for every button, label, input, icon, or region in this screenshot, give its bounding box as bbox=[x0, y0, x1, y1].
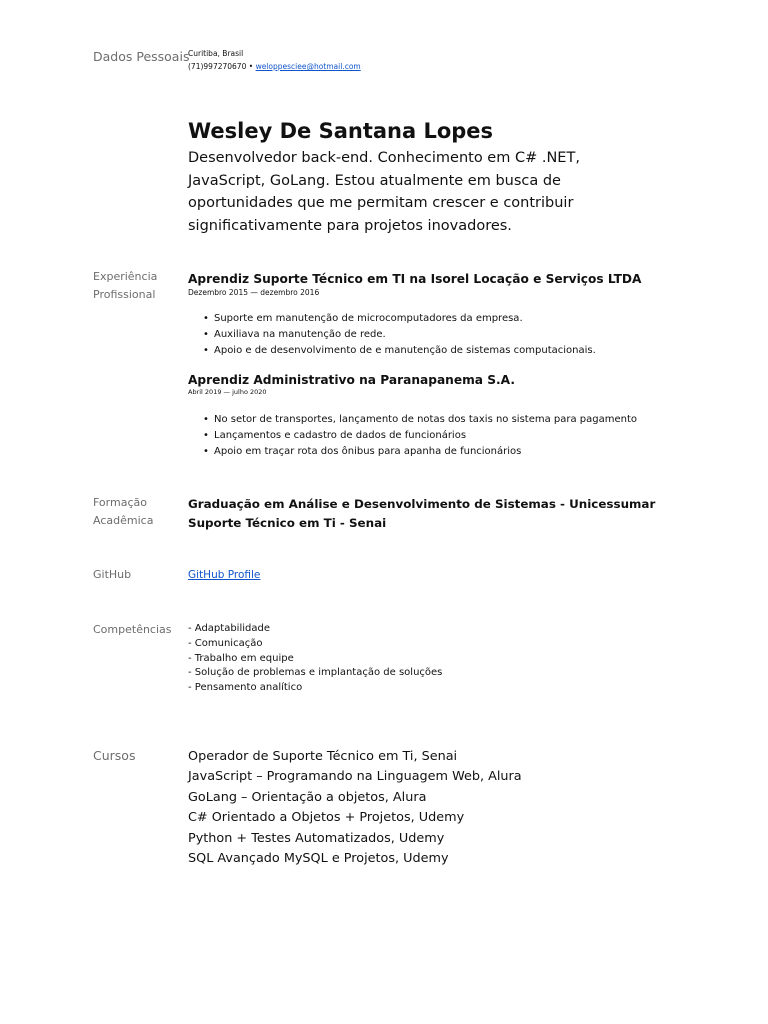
list-item: - Pensamento analítico bbox=[188, 682, 303, 694]
job-entry bbox=[188, 271, 641, 359]
personal-info bbox=[188, 48, 361, 74]
label-line: Experiência bbox=[93, 270, 158, 283]
job-bullets bbox=[188, 311, 641, 359]
list-item: • No setor de transportes, lançamento de notas dos taxis no sistema para pagamento bbox=[188, 412, 637, 428]
email-link[interactable]: weloppesciee@hotmail.com bbox=[255, 62, 361, 71]
job-title: Aprendiz Suporte Técnico em TI na Isorel Locação e Serviços LTDA bbox=[188, 272, 642, 286]
job-dates: Abril 2019 — julho 2020 bbox=[188, 388, 267, 396]
header bbox=[188, 118, 608, 237]
list-item: GoLang – Orientação a objetos, Alura bbox=[188, 789, 427, 805]
summary: Desenvolvedor back-end. Conhecimento em C# .NET, JavaScript, GoLang. Estou atualmente em busca de oportunidades que me permitam crescer e contribuir significativamente para projetos inovadores. bbox=[188, 150, 580, 234]
section-label-education bbox=[93, 494, 153, 530]
list-item: • Suporte em manutenção de microcomputadores da empresa. bbox=[188, 311, 641, 327]
section-label-courses: Cursos bbox=[93, 748, 136, 763]
list-item: • Auxiliava na manutenção de rede. bbox=[188, 327, 641, 343]
section-label-github: GitHub bbox=[93, 568, 132, 581]
list-item: Python + Testes Automatizados, Udemy bbox=[188, 830, 445, 846]
contact-line bbox=[188, 60, 361, 74]
list-item: • Lançamentos e cadastro de dados de funcionários bbox=[188, 428, 637, 444]
github-section bbox=[188, 566, 260, 584]
list-item: JavaScript – Programando na Linguagem Web, Alura bbox=[188, 769, 522, 785]
full-name: Wesley De Santana Lopes bbox=[188, 119, 494, 143]
job-bullets bbox=[188, 412, 637, 460]
education-item: Suporte Técnico em Ti - Senai bbox=[188, 516, 387, 530]
section-label-personal: Dados Pessoais bbox=[93, 49, 190, 64]
job-entry bbox=[188, 372, 637, 460]
list-item: C# Orientado a Objetos + Projetos, Udemy bbox=[188, 810, 465, 826]
list-item: - Trabalho em equipe bbox=[188, 652, 294, 664]
location: Curitiba, Brasil bbox=[188, 49, 244, 58]
label-line: Profissional bbox=[93, 288, 156, 301]
job-dates: Dezembro 2015 — dezembro 2016 bbox=[188, 288, 320, 297]
courses-list bbox=[188, 747, 522, 869]
list-item: • Apoio e de desenvolvimento de e manutenção de sistemas computacionais. bbox=[188, 343, 641, 359]
list-item: • Apoio em traçar rota dos ônibus para apanha de funcionários bbox=[188, 444, 637, 460]
section-label-experience bbox=[93, 268, 157, 304]
github-profile-link[interactable]: GitHub Profile bbox=[188, 569, 261, 581]
phone: (71)997270670 bbox=[188, 62, 247, 71]
section-label-skills: Competências bbox=[93, 623, 172, 636]
skills-list bbox=[188, 622, 442, 696]
list-item: Operador de Suporte Técnico em Ti, Senai bbox=[188, 749, 458, 764]
list-item: - Adaptabilidade bbox=[188, 623, 270, 634]
education-list bbox=[188, 495, 655, 533]
separator: • bbox=[248, 62, 254, 71]
label-line: Acadêmica bbox=[93, 514, 154, 527]
list-item: SQL Avançado MySQL e Projetos, Udemy bbox=[188, 851, 449, 867]
job-title: Aprendiz Administrativo na Paranapanema S.A. bbox=[188, 373, 515, 387]
label-line: Formação bbox=[93, 496, 147, 509]
education-item: Graduação em Análise e Desenvolvimento de Sistemas - Unicessumar bbox=[188, 497, 656, 511]
list-item: - Solução de problemas e implantação de soluções bbox=[188, 667, 443, 679]
list-item: - Comunicação bbox=[188, 637, 263, 649]
